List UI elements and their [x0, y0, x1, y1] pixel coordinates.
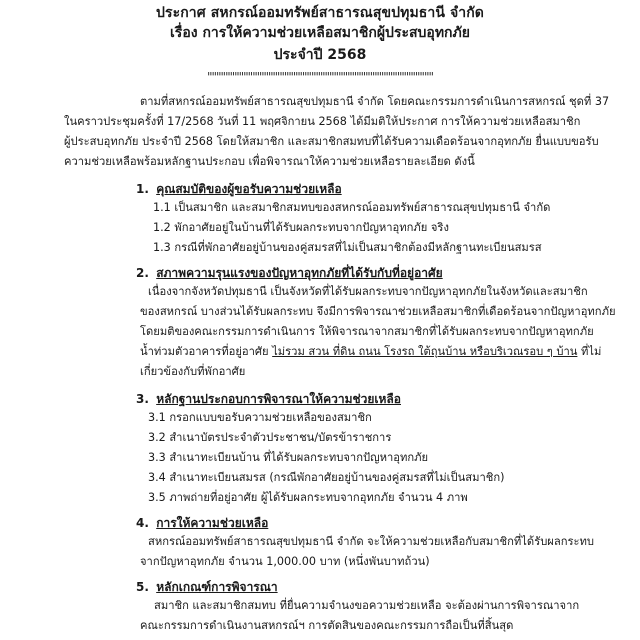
section-2-number: 2.: [136, 266, 149, 280]
section-1-item: 1.1 เป็นสมาชิก และสมาชิกสมทบของสหกรณ์ออมทรัพย์สาธารณสุขปทุมธานี จำกัด: [153, 201, 551, 214]
section-5-body-line: คณะกรรมการดำเนินงานสหกรณ์ฯ การตัดสินของคณะกรรมการถือเป็นที่สิ้นสุด: [140, 619, 514, 632]
section-4-title: การให้ความช่วยเหลือ: [156, 516, 269, 530]
section-5-heading: [136, 578, 278, 597]
section-5-body-line: สมาชิก และสมาชิกสมทบ ที่ยื่นความจำนงขอความช่วยเหลือ จะต้องผ่านการพิจารณาจาก: [154, 599, 580, 612]
section-1-item: 1.3 กรณีที่พักอาศัยอยู่บ้านของคู่สมรสที่ไม่เป็นสมาชิกต้องมีหลักฐานทะเบียนสมรส: [153, 241, 542, 254]
section-2-exclusion-underlined: ไม่รวม สวน ที่ดิน ถนน โรงรถ ใต้ถุนบ้าน หรือบริเวณรอบ ๆ บ้าน: [272, 345, 578, 358]
intro-line-2: ในคราวประชุมครั้งที่ 17/2568 วันที่ 11 พฤศจิกายน 2568 ได้มีมติให้ประกาศ การให้ความช่วยเหลือสมาชิก: [64, 115, 581, 128]
section-4-number: 4.: [136, 516, 149, 530]
section-2-body-line-4: [140, 342, 601, 362]
section-2-heading: [136, 264, 443, 283]
section-1-item: 1.2 พักอาศัยอยู่ในบ้านที่ได้รับผลกระทบจากปัญหาอุทกภัย จริง: [153, 221, 449, 234]
section-2-body-line: เกี่ยวข้องกับที่พักอาศัย: [140, 365, 246, 378]
section-5-title: หลักเกณฑ์การพิจารณา: [156, 580, 278, 594]
header-divider: """""""""""""""""""""""""""""""""""""""""""""""""": [207, 70, 433, 84]
section-2-body-line: ของสหกรณ์ บางส่วนได้รับผลกระทบ จึงมีการพิจารณาช่วยเหลือสมาชิกที่เดือดร้อนจากปัญหาอุทกภัย: [140, 305, 616, 318]
section-3-item: 3.3 สำเนาทะเบียนบ้าน ที่ได้รับผลกระทบจากปัญหาอุทกภัย: [148, 451, 429, 464]
section-3-heading: [136, 390, 401, 409]
section-4-body-line: จากปัญหาอุทกภัย จำนวน 1,000.00 บาท (หนึ่งพันบาทถ้วน): [140, 555, 430, 568]
section-2-body-line: โดยมติของคณะกรรมการดำเนินการ ให้พิจารณาจากสมาชิกที่ได้รับผลกระทบจากปัญหาอุทกภัย: [140, 325, 594, 338]
section-4-body-line: สหกรณ์ออมทรัพย์สาธารณสุขปทุมธานี จำกัด จะให้ความช่วยเหลือกับสมาชิกที่ได้รับผลกระทบ: [148, 535, 594, 548]
announcement-title: ประกาศ สหกรณ์ออมทรัพย์สาธารณสุขปทุมธานี จำกัด: [156, 5, 484, 21]
section-5-number: 5.: [136, 580, 149, 594]
section-3-item: 3.1 กรอกแบบขอรับความช่วยเหลือของสมาชิก: [148, 411, 372, 424]
intro-line-1: ตามที่สหกรณ์ออมทรัพย์สาธารณสุขปทุมธานี จำกัด โดยคณะกรรมการดำเนินการสหกรณ์ ชุดที่ 37: [140, 95, 610, 108]
announcement-year: ประจำปี 2568: [273, 47, 367, 63]
section-1-heading: [136, 180, 342, 199]
section-1-number: 1.: [136, 182, 149, 196]
section-3-title: หลักฐานประกอบการพิจารณาให้ความช่วยเหลือ: [156, 392, 401, 406]
section-3-item: 3.5 ภาพถ่ายที่อยู่อาศัย ผู้ได้รับผลกระทบจากอุทกภัย จำนวน 4 ภาพ: [148, 491, 468, 504]
section-2-title: สภาพความรุนแรงของปัญหาอุทกภัยที่ได้รับกับที่อยู่อาศัย: [156, 266, 443, 280]
section-4-heading: [136, 514, 268, 533]
intro-line-4: ความช่วยเหลือพร้อมหลักฐานประกอบ เพื่อพิจารณาให้ความช่วยเหลือรายละเอียด ดังนี้: [64, 155, 475, 168]
section-3-item: 3.2 สำเนาบัตรประจำตัวประชาชน/บัตรข้าราชการ: [148, 431, 392, 444]
intro-line-3: ผู้ประสบอุทกภัย ประจำปี 2568 โดยให้สมาชิก และสมาชิกสมทบที่ได้รับความเดือดร้อนจากอุทกภัย ยื่นแบบขอรับ: [64, 135, 599, 148]
announcement-subject: เรื่อง การให้ความช่วยเหลือสมาชิกผู้ประสบอุทกภัย: [170, 25, 470, 41]
section-2-body-text: น้ำท่วมตัวอาคารที่อยู่อาศัย: [140, 345, 273, 358]
section-3-number: 3.: [136, 392, 149, 406]
section-1-title: คุณสมบัติของผู้ขอรับความช่วยเหลือ: [156, 182, 342, 196]
section-2-body-text-end: ที่ไม่: [577, 345, 602, 358]
section-2-body-line: เนื่องจากจังหวัดปทุมธานี เป็นจังหวัดที่ได้รับผลกระทบจากปัญหาอุทกภัยในจังหวัดและสมาชิก: [148, 285, 588, 298]
section-3-item: 3.4 สำเนาทะเบียนสมรส (กรณีพักอาศัยอยู่บ้านของคู่สมรสที่ไม่เป็นสมาชิก): [148, 471, 505, 484]
